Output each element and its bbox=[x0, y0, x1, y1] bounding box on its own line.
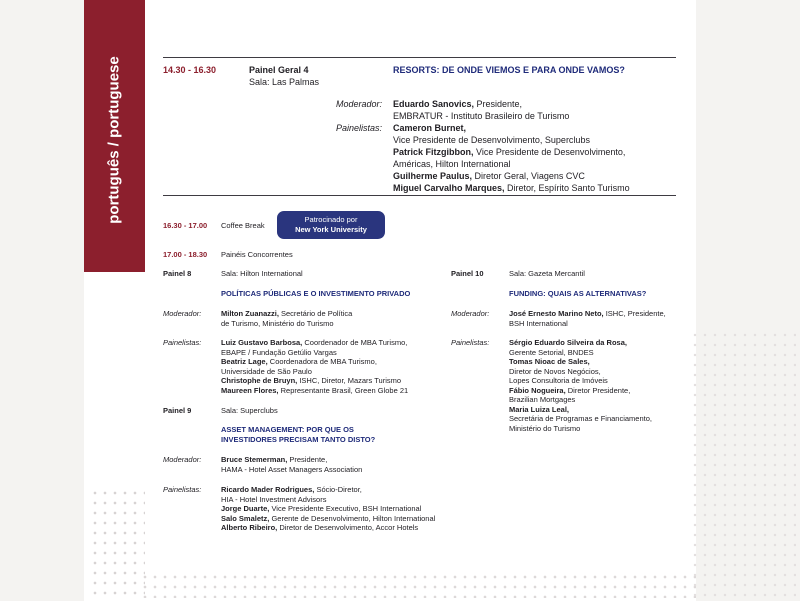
painel9-room: Sala: Superclubs bbox=[221, 406, 278, 415]
painel8-panelist-3-role: ISHC, Diretor, Mazars Turismo bbox=[297, 376, 402, 385]
dot-pattern-left bbox=[90, 488, 145, 598]
coffee-label: Coffee Break bbox=[221, 221, 265, 230]
painel10-panelist-3-role: Diretor Presidente, bbox=[565, 385, 631, 395]
sponsor-line-1: Patrocinado por bbox=[304, 215, 358, 224]
painel8-panelist-2-name: Beatriz Lage, bbox=[221, 357, 268, 366]
painel9-panelist-1-org: HIA - Hotel Investment Advisors bbox=[221, 494, 327, 504]
concurrent-label: Painéis Concorrentes bbox=[221, 250, 293, 259]
concurrent-time: 17.00 - 18.30 bbox=[163, 250, 208, 259]
painel9-panelist-4 bbox=[221, 523, 418, 533]
dot-pattern-bottom bbox=[140, 572, 696, 598]
painel8-title: POLÍTICAS PÚBLICAS E O INVESTIMENTO PRIVADO bbox=[221, 289, 411, 298]
session1-panelist-4-name: Miguel Carvalho Marques, bbox=[393, 183, 505, 193]
language-label: português / portuguese bbox=[105, 56, 123, 224]
session1-time: 14.30 - 16.30 bbox=[163, 65, 217, 75]
painel10-moderator-org: BSH International bbox=[509, 318, 568, 328]
painel9-panelist-4-role: Diretor de Desenvolvimento, Accor Hotels bbox=[277, 523, 419, 532]
painel9-panelists-label: Painelistas: bbox=[163, 485, 202, 494]
session1-panelist-4-role: Diretor, Espírito Santo Turismo bbox=[504, 183, 630, 193]
painel9-moderator bbox=[221, 455, 327, 465]
painel9-panelist-2-role: Vice Presidente Executivo, BSH International bbox=[269, 504, 422, 513]
painel8-moderator-org: de Turismo, Ministério do Turismo bbox=[221, 318, 334, 328]
painel10-room: Sala: Gazeta Mercantil bbox=[509, 269, 585, 278]
painel9-title-2: INVESTIDORES PRECISAM TANTO DISTO? bbox=[221, 434, 376, 444]
painel9-panelist-3 bbox=[221, 514, 435, 524]
painel8-panelists-label: Painelistas: bbox=[163, 338, 202, 347]
painel8-name: Painel 8 bbox=[163, 269, 192, 278]
session1-room: Sala: Las Palmas bbox=[249, 77, 320, 87]
painel8-moderator-role: Secretário de Política bbox=[278, 309, 353, 318]
session1-panel: Painel Geral 4 bbox=[249, 65, 309, 75]
session1-panelist-3-name: Guilherme Paulus, bbox=[393, 171, 473, 181]
session1-panelist-2-role: Vice Presidente de Desenvolvimento, bbox=[473, 147, 626, 157]
painel10-panelist-3-name: Fábio Nogueira, bbox=[509, 385, 566, 395]
session1-moderator-name: Eduardo Sanovics, bbox=[393, 99, 475, 109]
painel8-panelist-2 bbox=[221, 357, 377, 367]
session1-moderator-label: Moderador: bbox=[336, 99, 383, 109]
painel8-panelist-4-role: Representante Brasil, Green Globe 21 bbox=[278, 385, 409, 395]
painel10-panelist-1-role: Gerente Setorial, BNDES bbox=[509, 347, 594, 357]
painel10-panelist-3 bbox=[509, 386, 630, 396]
painel8-room: Sala: Hilton International bbox=[221, 269, 303, 278]
painel9-panelist-1 bbox=[221, 485, 362, 495]
painel10-panelist-4-org: Ministério do Turismo bbox=[509, 423, 581, 433]
session1-moderator-role: Presidente, bbox=[474, 99, 523, 109]
dot-pattern-right bbox=[690, 330, 796, 600]
session1-panelist-3 bbox=[393, 170, 585, 182]
painel8-panelist-1 bbox=[221, 338, 407, 348]
sponsor-badge bbox=[277, 211, 385, 239]
painel9-title-1: ASSET MANAGEMENT: POR QUE OS bbox=[221, 425, 354, 434]
painel9-moderator-name: Bruce Stemerman, bbox=[221, 455, 288, 464]
session1-panelists-label: Painelistas: bbox=[336, 123, 383, 133]
divider-bottom bbox=[163, 195, 676, 196]
painel9-panelist-1-name: Ricardo Mader Rodrigues, bbox=[221, 485, 315, 494]
painel10-name: Painel 10 bbox=[451, 269, 484, 278]
coffee-time: 16.30 - 17.00 bbox=[163, 221, 208, 230]
painel9-panelist-2-name: Jorge Duarte, bbox=[221, 504, 270, 513]
session1-title: RESORTS: DE ONDE VIEMOS E PARA ONDE VAMOS? bbox=[393, 65, 625, 75]
painel8-panelist-4 bbox=[221, 386, 408, 396]
painel10-title: FUNDING: QUAIS AS ALTERNATIVAS? bbox=[509, 289, 647, 298]
painel8-panelist-2-org: Universidade de São Paulo bbox=[221, 366, 312, 376]
session1-moderator-org: EMBRATUR - Instituto Brasileiro de Turismo bbox=[393, 111, 570, 121]
painel9-moderator-org: HAMA - Hotel Asset Managers Association bbox=[221, 464, 363, 474]
session1-panelist-2-org: Américas, Hilton International bbox=[393, 159, 511, 169]
painel10-panelist-2-org: Lopes Consultoria de Imóveis bbox=[509, 376, 608, 385]
session1-moderator bbox=[393, 98, 522, 110]
painel10-panelist-4-role: Secretária de Programas e Financiamento, bbox=[509, 414, 652, 423]
painel10-moderator-name: José Ernesto Marino Neto, bbox=[509, 309, 604, 318]
painel10-panelist-1-name: Sérgio Eduardo Silveira da Rosa, bbox=[509, 338, 627, 347]
painel8-panelist-1-name: Luiz Gustavo Barbosa, bbox=[221, 338, 303, 347]
painel8-panelist-1-org: EBAPE / Fundação Getúlio Vargas bbox=[221, 347, 337, 357]
painel10-moderator-role: ISHC, Presidente, bbox=[603, 309, 666, 318]
divider-top bbox=[163, 57, 676, 58]
session1-panelist-2 bbox=[393, 146, 625, 158]
painel10-panelists-label: Painelistas: bbox=[451, 338, 490, 347]
painel10-panelist-2-role: Diretor de Novos Negócios, bbox=[509, 366, 601, 376]
painel9-panelist-4-name: Alberto Ribeiro, bbox=[221, 523, 278, 532]
painel10-panelist-4-name: Maria Luiza Leal, bbox=[509, 404, 570, 414]
painel8-panelist-1-role: Coordenador de MBA Turismo, bbox=[302, 338, 408, 347]
session1-panelist-1-name: Cameron Burnet, bbox=[393, 123, 467, 133]
painel8-panelist-4-name: Maureen Flores, bbox=[221, 385, 279, 395]
session1-panelist-1-role: Vice Presidente de Desenvolvimento, Superclubs bbox=[393, 135, 590, 145]
painel9-panelist-1-role: Sócio-Diretor, bbox=[314, 485, 362, 494]
painel10-panelist-2-name: Tomas Nioac de Sales, bbox=[509, 357, 590, 366]
painel8-panelist-2-role: Coordenadora de MBA Turismo, bbox=[267, 357, 377, 366]
painel9-panelist-3-role: Gerente de Desenvolvimento, Hilton International bbox=[269, 513, 436, 523]
painel8-moderator-label: Moderador: bbox=[163, 309, 202, 318]
painel9-moderator-label: Moderador: bbox=[163, 455, 202, 464]
painel9-panelist-2 bbox=[221, 504, 421, 514]
sponsor-line-2: New York University bbox=[295, 225, 367, 234]
painel9-name: Painel 9 bbox=[163, 406, 192, 415]
painel9-moderator-role: Presidente, bbox=[287, 455, 328, 464]
painel10-moderator-label: Moderador: bbox=[451, 309, 490, 318]
painel8-moderator bbox=[221, 309, 352, 319]
painel8-panelist-3 bbox=[221, 376, 401, 386]
session1-panelist-2-name: Patrick Fitzgibbon, bbox=[393, 147, 474, 157]
painel9-panelist-3-name: Salo Smaletz, bbox=[221, 513, 270, 523]
painel8-moderator-name: Milton Zuanazzi, bbox=[221, 309, 279, 318]
painel10-moderator bbox=[509, 309, 666, 319]
session1-panelist-4 bbox=[393, 182, 630, 194]
painel10-panelist-3-org: Brazilian Mortgages bbox=[509, 395, 576, 404]
painel8-panelist-3-name: Christophe de Bruyn, bbox=[221, 376, 298, 385]
session1-panelist-3-role: Diretor Geral, Viagens CVC bbox=[472, 171, 585, 181]
